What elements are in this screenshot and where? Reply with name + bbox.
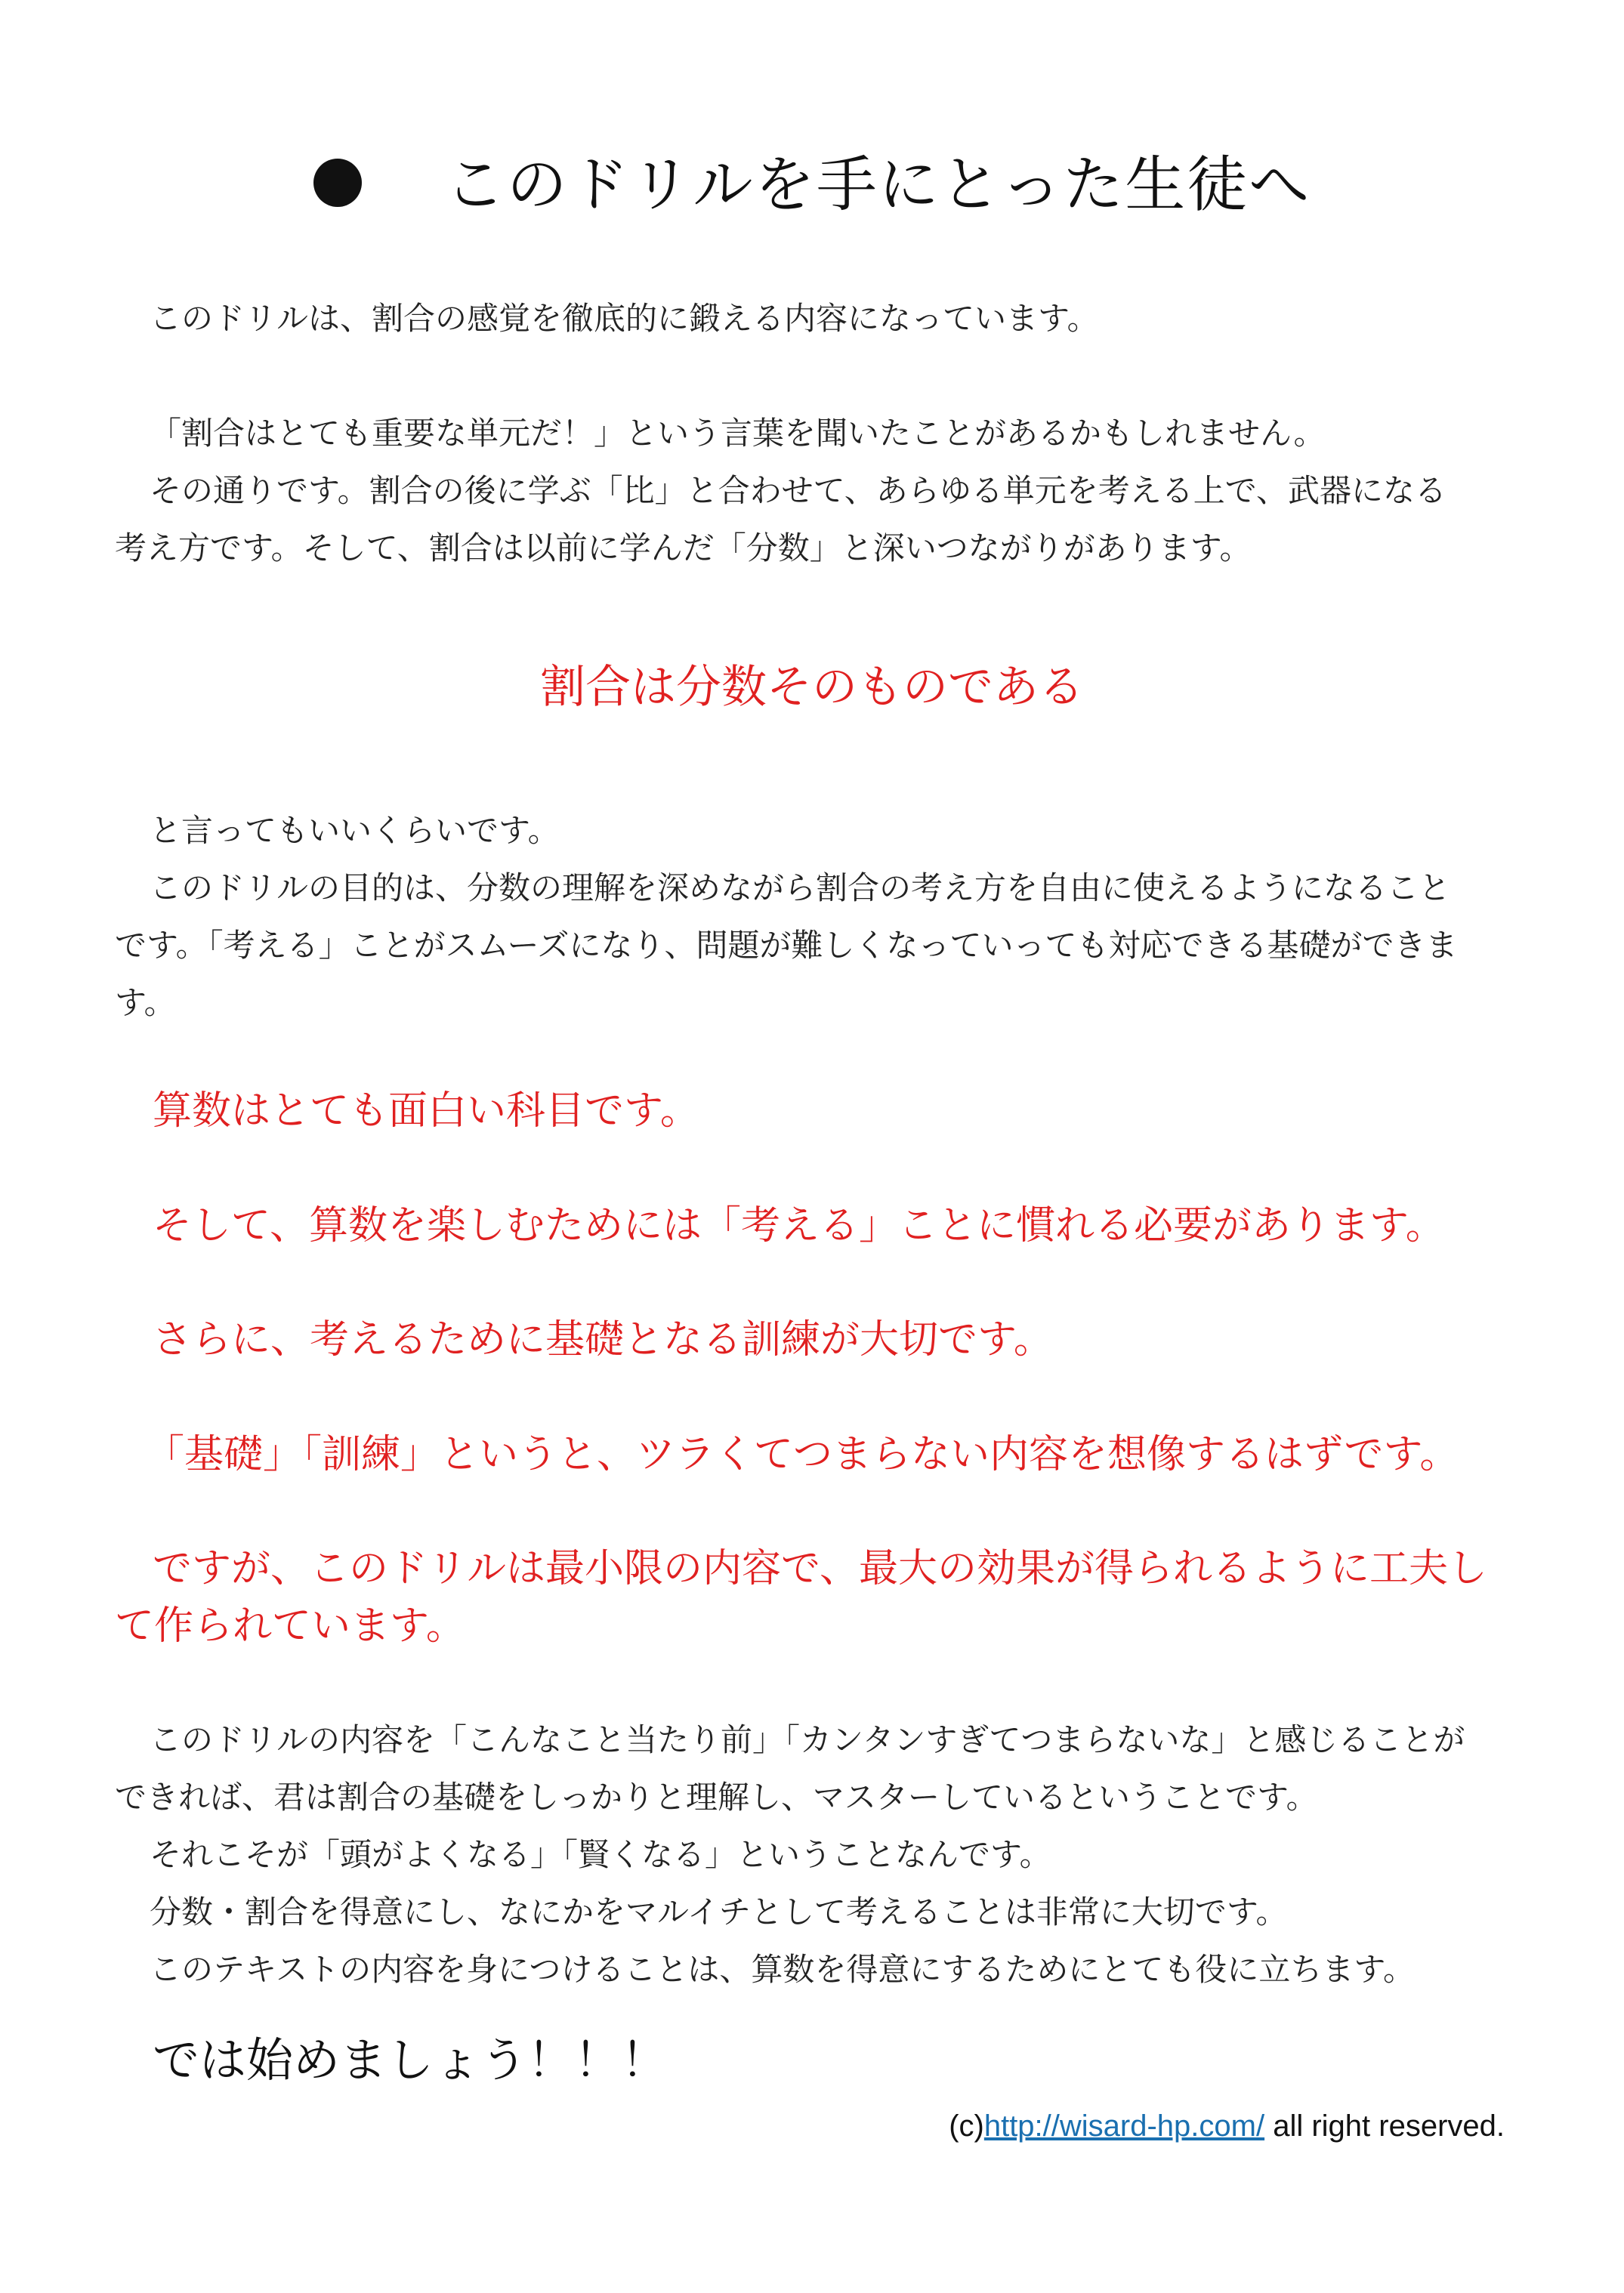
copyright-suffix: all right reserved. (1264, 2109, 1505, 2143)
page-title: このドリルを手にとった生徒へ (0, 136, 1624, 223)
red-line-2: そして、算数を楽しむためには「考える」ことに慣れる必要があります。 (153, 1203, 1445, 1248)
closing-p4: 分数・割合を得意にし、なにかをマルイチとして考えることは非常に大切です。 (150, 1893, 1288, 1930)
closing-p2: できれば、君は割合の基礎をしっかりと理解し、マスターしているということです。 (115, 1779, 1318, 1816)
intro-p4: 考え方です。そして、割合は以前に学んだ「分数」と深いつながりがあります。 (115, 529, 1252, 566)
copyright-footer (949, 2109, 1505, 2143)
middle-p4: す。 (115, 984, 176, 1021)
middle-p3: です。「考える」ことがスムーズになり、問題が難しくなっていっても対応できる基礎ができま (115, 927, 1458, 964)
closing-p3: それこそが「頭がよくなる」「賢くなる」ということなんです。 (150, 1836, 1051, 1873)
red-line-1: 算数はとても面白い科目です。 (153, 1088, 699, 1134)
closing-p1: このドリルの内容を「こんなこと当たり前」「カンタンすぎてつまらないな」と感じることが (150, 1721, 1465, 1758)
red-line-5: ですが、このドリルは最小限の内容で、最大の効果が得られるように工夫し て作られています。 (115, 1546, 1487, 1649)
website-link[interactable]: http://wisard-hp.com/ (983, 2109, 1265, 2143)
headline: 割合は分数そのものである (540, 661, 1084, 714)
intro-p1: このドリルは、割合の感覚を徹底的に鍛える内容になっています。 (150, 300, 1099, 337)
red-line-4: 「基礎」「訓練」というと、ツラくてつまらない内容を想像するはずです。 (145, 1432, 1459, 1477)
final-line: では始めましょう！！！ (153, 2032, 668, 2088)
middle-p2: このドリルの目的は、分数の理解を深めながら割合の考え方を自由に使えるようになること (150, 869, 1451, 906)
intro-p3: その通りです。割合の後に学ぶ「比」と合わせて、あらゆる単元を考える上で、武器になる (150, 472, 1446, 509)
closing-p5: このテキストの内容を身につけることは、算数を得意にするためにとても役に立ちます。 (150, 1951, 1415, 1988)
intro-p2: 「割合はとても重要な単元だ！」という言葉を聞いたことがあるかもしれません。 (150, 415, 1326, 452)
middle-p1: と言ってもいいくらいです。 (150, 812, 560, 849)
intro-section (115, 290, 1520, 347)
copyright-prefix: (c) (949, 2109, 984, 2143)
bullet-icon (313, 159, 362, 207)
intro-section-2 (115, 405, 1520, 577)
middle-section (115, 802, 1520, 1032)
closing-section (115, 1711, 1520, 1998)
red-line-3: さらに、考えるために基礎となる訓練が大切です。 (153, 1317, 1053, 1363)
